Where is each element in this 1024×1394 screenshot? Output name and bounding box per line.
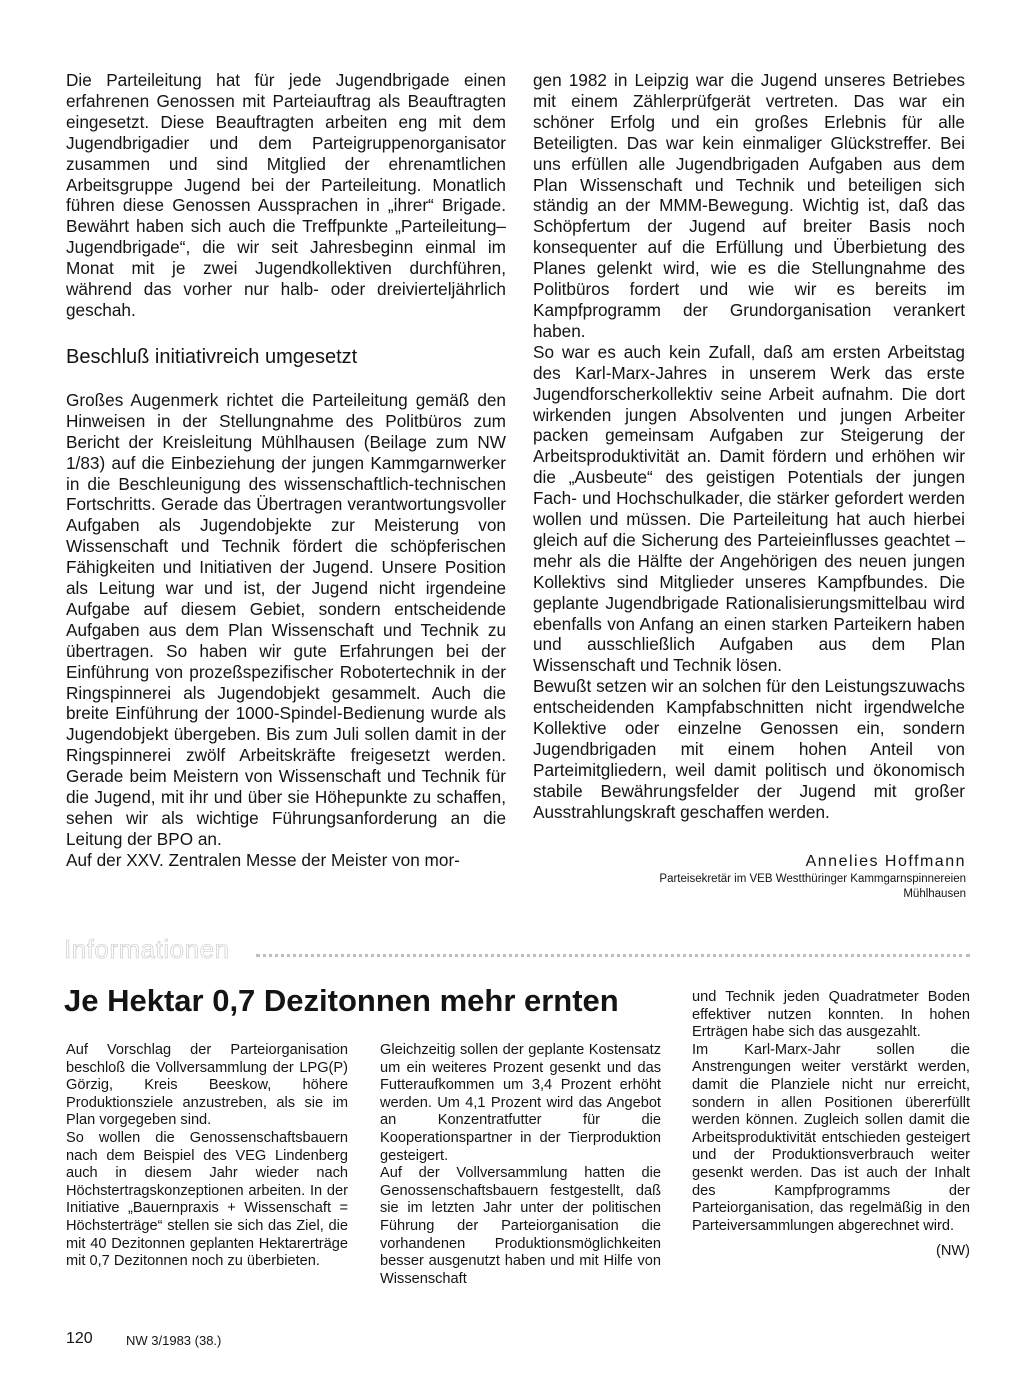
article1-paragraph: gen 1982 in Leipzig war die Jugend unseres Betriebes mit einem Zählerprüfgerät vertreten. Das war ein schöner Erfolg und ein großes Erlebnis für alle Beteiligten. Das war kein einmaliger Glückstreffer. Bei uns erfüllen alle Jugendbrigaden Aufgaben aus dem Plan Wissenschaft und Technik und beteiligen sich ständig an der MMM-Bewegung. Wichtig ist, daß das Schöpfertum der Jugend auf breiter Basis noch konsequenter auf die Erfüllung und Überbietung des Planes gelenkt wird, wie es die Stellungnahme des Politbüros fordert und wie wir es bereits im Kampfprogramm der Grundorganisation verankert haben. <box>533 70 965 341</box>
article2-column-1 <box>66 1042 348 1271</box>
article2-paragraph: Im Karl-Marx-Jahr sollen die Anstrengungen weiter verstärkt werden, damit die Planziele nicht nur erreicht, sondern in allen Positionen übererfüllt werden können. Zugleich sollen damit die Arbeitsproduktivität entschieden gesteigert und der Produktionsverbrauch weiter gesenkt werden. Das ist auch der Inhalt des Kampfprogramms der Parteiorganisation, das regelmäßig in den Parteiversammlungen abgerechnet wird. <box>692 1041 970 1234</box>
section-heading: Beschluß initiativreich umgesetzt <box>66 345 358 368</box>
article1-paragraph: Auf der XXV. Zentralen Messe der Meister von mor- <box>66 849 460 870</box>
article2-column-3 <box>692 989 970 1261</box>
article1-column-right <box>533 70 965 823</box>
article1-paragraph: Die Parteileitung hat für jede Jugendbrigade einen erfahrenen Genossen mit Parteiauftrag als Beauftragten eingesetzt. Diese Beauftragten arbeiten eng mit dem Jugendbrigadier und dem Parteigruppenorganisator zusammen und sind Mitglied der ehrenamtlichen Arbeitsgruppe Jugend bei der Parteileitung. Monatlich führen diese Genossen Aussprachen in „ihrer“ Brigade. Bewährt haben sich auch die Treffpunkte „Parteileitung–Jugendbrigade“, die wir seit Jahresbeginn einmal im Monat mit je zwei Jugendkollektiven durchführen, während das vorher nur halb- oder dreivierteljährlich geschah. <box>66 70 506 320</box>
author-location: Mühlhausen <box>903 888 966 900</box>
article2-paragraph: Gleichzeitig sollen der geplante Kostensatz um ein weiteres Prozent gesenkt und das Futteraufkommen um 3,4 Prozent erhöht werden. Um 4,1 Prozent wird das Angebot an Konzentratfutter für die Kooperationspartner in der Tierproduktion gesteigert. <box>380 1042 661 1164</box>
issue-label: NW 3/1983 (38.) <box>126 1333 222 1348</box>
article2-paragraph: Auf Vorschlag der Parteiorganisation beschloß die Vollversammlung der LPG(P) Görzig, Kreis Beeskow, höhere Produktionsziele anzustreben, als sie im Plan vorgegeben sind. <box>66 1042 348 1129</box>
article2-paragraph: So wollen die Genossenschaftsbauern nach dem Beispiel des VEG Lindenberg auch in diesem Jahr wieder nach Höchstertragskonzeptionen arbeiten. In der Initiative „Bauernpraxis + Wissenschaft = Höchsterträge“ stellen sie sich das Ziel, die mit 40 Dezitonnen geplanten Hektarerträge mit 0,7 Dezitonnen noch zu überbieten. <box>66 1129 348 1270</box>
article2-source: (NW) <box>935 1243 970 1260</box>
section-rubric <box>64 934 970 964</box>
article1-paragraph: Bewußt setzen wir an solchen für den Leistungszuwachs entscheidenden Kampfabschnitten nicht irgendwelche Kollektive oder einzelne Genossen ein, sondern Jugendbrigaden mit einem hohen Anteil von Parteimitgliedern, weil damit politisch und ökonomisch stabile Bewährungsfelder der Jugend mit großer Ausstrahlungskraft geschaffen werden. <box>533 676 965 822</box>
article2-column-2 <box>380 1042 661 1288</box>
author-role: Parteisekretär im VEB Westthüringer Kammgarnspinnereien <box>659 873 966 885</box>
article2-paragraph: und Technik jeden Quadratmeter Boden effektiver nutzen konnten. In hohen Erträgen habe sich das ausgezahlt. <box>692 989 970 1041</box>
article2-paragraph: Auf der Vollversammlung hatten die Genossenschaftsbauern festgestellt, daß sie im letzten Jahr unter der politischen Führung der Parteiorganisation die vorhandenen Produktionsmöglichkeiten besser ausgenutzt haben und mit Hilfe von Wissenschaft <box>380 1165 661 1287</box>
author-signature <box>526 852 966 902</box>
rubric-divider <box>256 954 970 957</box>
rubric-label: Informationen <box>64 934 230 964</box>
article1-column-left <box>66 70 506 871</box>
article1-paragraph: So war es auch kein Zufall, daß am ersten Arbeitstag des Karl-Marx-Jahres in unserem Werk das erste Jugendforscherkollektiv seine Arbeit aufnahm. Die dort wirkenden jungen Absolventen und jungen Arbeiter packen gemeinsam Aufgaben zur Steigerung der Arbeitsproduktivität an. Damit fördern und erhöhen wir die „Ausbeute“ des geistigen Potentials der jungen Fach- und Hochschulkader, die stärker gefordert werden wollen und müssen. Die Parteileitung hat auch hierbei gleich auf die Sicherung des Parteieinflusses geachtet – mehr als die Hälfte der Angehörigen des neuen jungen Kollektivs sind Mitglieder unseres Kampfbundes. Die geplante Jugendbrigade Rationalisierungsmittelbau wird ebenfalls von Anfang an einen starken Parteikern haben und ausschließlich Aufgaben aus dem Plan Wissenschaft und Technik lösen. <box>533 341 965 676</box>
author-name: Annelies Hoffmann <box>805 853 966 870</box>
page-number: 120 <box>66 1330 93 1347</box>
article2-headline: Je Hektar 0,7 Dezitonnen mehr ernten <box>64 983 619 1018</box>
article1-paragraph: Großes Augenmerk richtet die Parteileitung gemäß den Hinweisen in der Stellungnahme des Politbüros zum Bericht der Kreisleitung Mühlhausen (Beilage zum NW 1/83) auf die Einbeziehung der jungen Kammgarnwerker in die Beschleunigung des wissenschaftlich-technischen Fortschritts. Gerade das Übertragen verantwortungsvoller Aufgaben als Jugendobjekte zur Meisterung von Wissenschaft und Technik fördert die schöpferischen Fähigkeiten und Initiativen der Jugend. Unsere Position als Leitung war und ist, der Jugend nicht irgendeine Aufgabe auf diesem Gebiet, sondern entscheidende Aufgaben aus dem Plan Wissenschaft und Technik zu übertragen. So haben wir gute Erfahrungen bei der Einführung von prozeßspezifischer Robotertechnik in der Ringspinnerei als Jugendobjekt gesammelt. Auch die breite Einführung der 1000-Spindel-Bedienung wurde als Jugendobjekt übergeben. Bis zum Juli sollen damit in der Ringspinnerei zwölf Arbeitskräfte freigesetzt werden. Gerade beim Meistern von Wissenschaft und Technik für die Jugend, mit ihr und über sie Höhepunkte zu schaffen, sehen wir als wichtige Führungsanforderung an die Leitung der BPO an. <box>66 389 506 849</box>
